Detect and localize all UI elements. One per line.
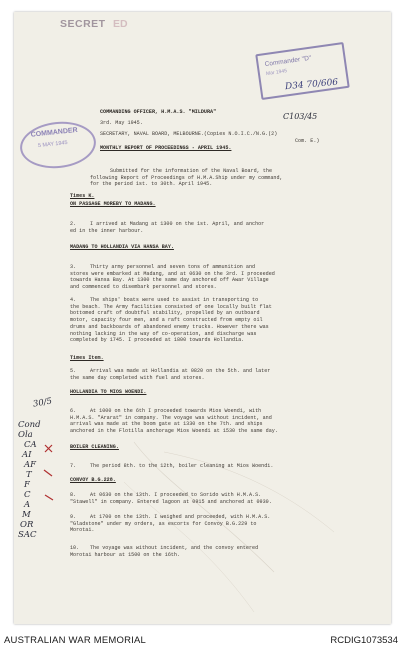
margin-note: C — [24, 490, 31, 500]
section-heading-boiler: BOILER CLEANING. — [70, 444, 119, 450]
red-margin-marks — [40, 440, 60, 530]
paragraph-8: At 0630 on the 13th. I proceeded to Sorido with H.M.A.S. "Stawell" in company. Entered lagoon at 0915 and anchored at 0930. — [70, 492, 272, 505]
letter-date: 3rd. May 1945. — [100, 120, 143, 126]
margin-note: AF — [24, 460, 37, 470]
paragraph-number: 6. — [70, 408, 77, 414]
margin-note: F — [24, 480, 30, 490]
paragraph-3: Thirty army personnel and seven tons of ammunition and stores were embarked at Madang, and at 0630 on the 3rd. I proceeded towards Hansa Bay. At 1300 the same day anchored off Awar Village and commenced to disembark personnel and stores. — [70, 264, 275, 291]
paragraph-number: 7. — [70, 463, 77, 469]
paragraph-10: The voyage was without incident, and the convoy entered Morotai harbour at 1500 on the 16th. — [70, 545, 259, 558]
paragraph-number: 4. — [70, 297, 77, 303]
commander-oval-label: COMMANDER — [30, 126, 79, 139]
secret-stamp: SECRET — [60, 18, 106, 30]
paragraph-number: 9. — [70, 514, 77, 520]
margin-note: SAC — [18, 530, 37, 540]
margin-note: Cond — [18, 420, 41, 430]
letter-from: COMMANDING OFFICER, H.M.A.S. "MILDURA" — [100, 109, 217, 115]
paragraph-number: 8. — [70, 492, 77, 498]
paragraph-6: At 1000 on the 6th I proceeded towards Mios Woendi, with H.M.A.S. "Ararat" in company. The voyage was without incident, and arrival was made at the boom gate at 1330 on the 7th. and ships anchored in the Flotilla anchorage Mios Woendi at 1530 the same day. — [70, 408, 278, 435]
paragraph-number: 10. — [70, 545, 80, 551]
letter-to-cont: Com. E.) — [295, 138, 320, 144]
paragraph-4: The ships' boats were used to assist in transporting to the beach. The Army facilities consisted of one locally built flat bottomed craft of doubtful stability, propelled by an outboard motor, capacity four men, and a raft constructed from empty oil drums and backboards of abandoned enemy trucks. However there was nothing lacking in the way of co-operation, and discharge was completed by 1745. I proceeded at 1800 towards Hollandia. — [70, 297, 272, 344]
letter-to: SECRETARY, NAVAL BOARD, MELBOURNE.(Copies N.O.I.C./N.G.(2) — [100, 131, 278, 137]
commander-d-date: Mar 1945 — [265, 68, 288, 78]
paragraph-7: The period 8th. to the 12th, boiler cleaning at Mios Woendi. — [90, 463, 274, 469]
section-heading-times-item: Times Item. — [70, 355, 104, 361]
section-heading-madang: MADANG TO HOLLANDIA VIA HANSA BAY. — [70, 244, 174, 250]
handwritten-margin-date: 30/5 — [32, 396, 53, 410]
section-heading-hollandia: HOLLANDIA TO MIOS WOENDI. — [70, 389, 147, 395]
margin-note: T — [26, 470, 32, 480]
paragraph-number: 2. — [70, 221, 77, 227]
paragraph-5: Arrival was made at Hollandia at 0820 on the 5th. and later the same day completed with fuel and stores. — [70, 368, 271, 381]
commander-d-label: Commander "D" — [264, 54, 312, 69]
handwritten-c-reference: C103/45 — [283, 112, 318, 121]
margin-note: AI — [22, 450, 32, 460]
letter-subject: MONTHLY REPORT OF PROCEEDINGS - APRIL 1945. — [100, 145, 232, 151]
margin-note: OR — [20, 520, 34, 530]
footer-record-id: RCDIG1073534 — [330, 635, 398, 646]
commander-oval-date: 5 MAY 1945 — [37, 140, 68, 150]
margin-note: Ola — [18, 430, 33, 440]
paragraph-number: 3. — [70, 264, 77, 270]
secret-stamp-shadow: ED — [113, 18, 128, 30]
intro-paragraph: Submitted for the information of the Naval Board, the following Report of Proceedings of H.M.A.Ship under my command, for the period 1st. to 30th. April 1945. — [90, 168, 283, 188]
paragraph-9: At 1700 on the 13th. I weighed and proceeded, with H.M.A.S. "Gladstone" under my orders, as escorts for Convoy B.G.229 to Morotai. — [70, 514, 271, 534]
margin-note: M — [22, 510, 31, 520]
paragraph-number: 5. — [70, 368, 77, 374]
section-heading-times-k: Times K. — [70, 193, 95, 199]
handwritten-file-reference: D34 70/606 — [284, 77, 339, 93]
section-heading-passage: ON PASSAGE MOREBY TO MADANG. — [70, 201, 156, 207]
footer-source: AUSTRALIAN WAR MEMORIAL — [4, 635, 147, 646]
paragraph-2: I arrived at Madang at 1300 on the 1st. April, and anchor ed in the inner harbour. — [70, 221, 265, 234]
margin-note: A — [24, 500, 31, 510]
section-heading-convoy: CONVOY B.G.228. — [70, 477, 116, 483]
margin-note: CA — [24, 440, 37, 450]
